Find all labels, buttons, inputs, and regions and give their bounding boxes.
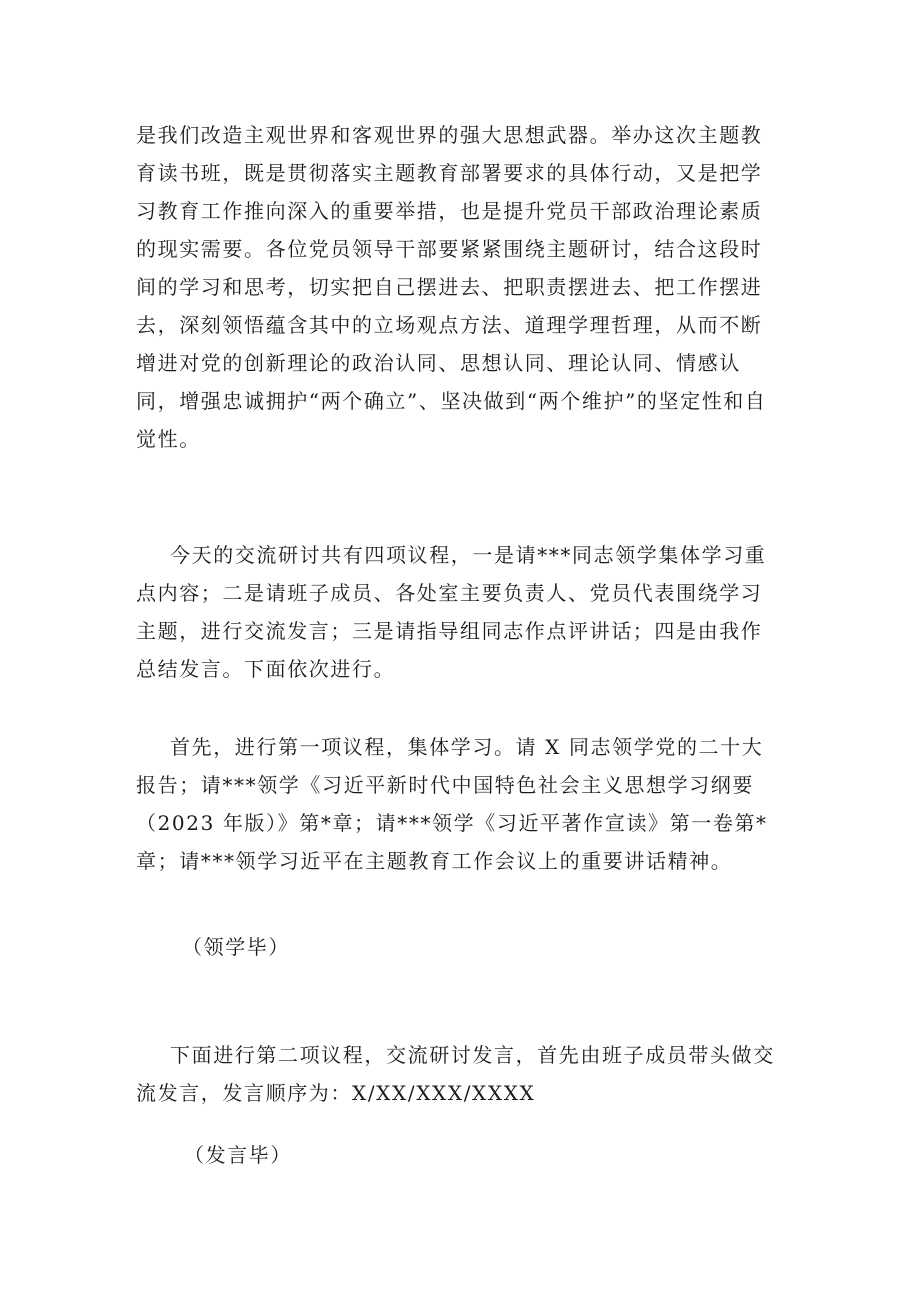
paragraph-first-agenda-item: 首先，进行第一项议程，集体学习。请 X 同志领学党的二十大报告；请***领学《习近平新时代中国特色社会主义思想学习纲要（2023 年版）》第*章；请***领学《习近平著作宣读》第一卷第*章；请***领学习近平在主题教育工作会议上的重要讲话精神。 <box>136 735 768 873</box>
paragraph-agenda-overview: 今天的交流研讨共有四项议程，一是请***同志领学集体学习重点内容；二是请班子成员、各处室主要负责人、党员代表围绕学习主题，进行交流发言；三是请指导组同志作点评讲话；四是由我作总结发言。下面依次进行。 <box>136 543 767 681</box>
paragraph-theme-education: 是我们改造主观世界和客观世界的强大思想武器。举办这次主题教育读书班，既是贯彻落实主题教育部署要求的具体行动，又是把学习教育工作推向深入的重要举措，也是提升党员干部政治理论素质的现实需要。各位党员领导干部要紧紧围绕主题研讨，结合这段时间的学习和思考，切实把自己摆进去、把职责摆进去、把工作摆进去，深刻领悟蕴含其中的立场观点方法、道理学理哲理，从而不断增进对党的创新理论的政治认同、思想认同、理论认同、情感认同，增强忠诚拥护“两个确立”、坚决做到“两个维护”的坚定性和自觉性。 <box>136 123 767 451</box>
paragraph-second-agenda-item: 下面进行第二项议程，交流研讨发言，首先由班子成员带头做交流发言，发言顺序为：X/XX/XXX/XXXX <box>136 1043 775 1105</box>
note-speech-finished: （发言毕） <box>184 1143 292 1167</box>
note-study-finished: （领学毕） <box>182 935 290 959</box>
